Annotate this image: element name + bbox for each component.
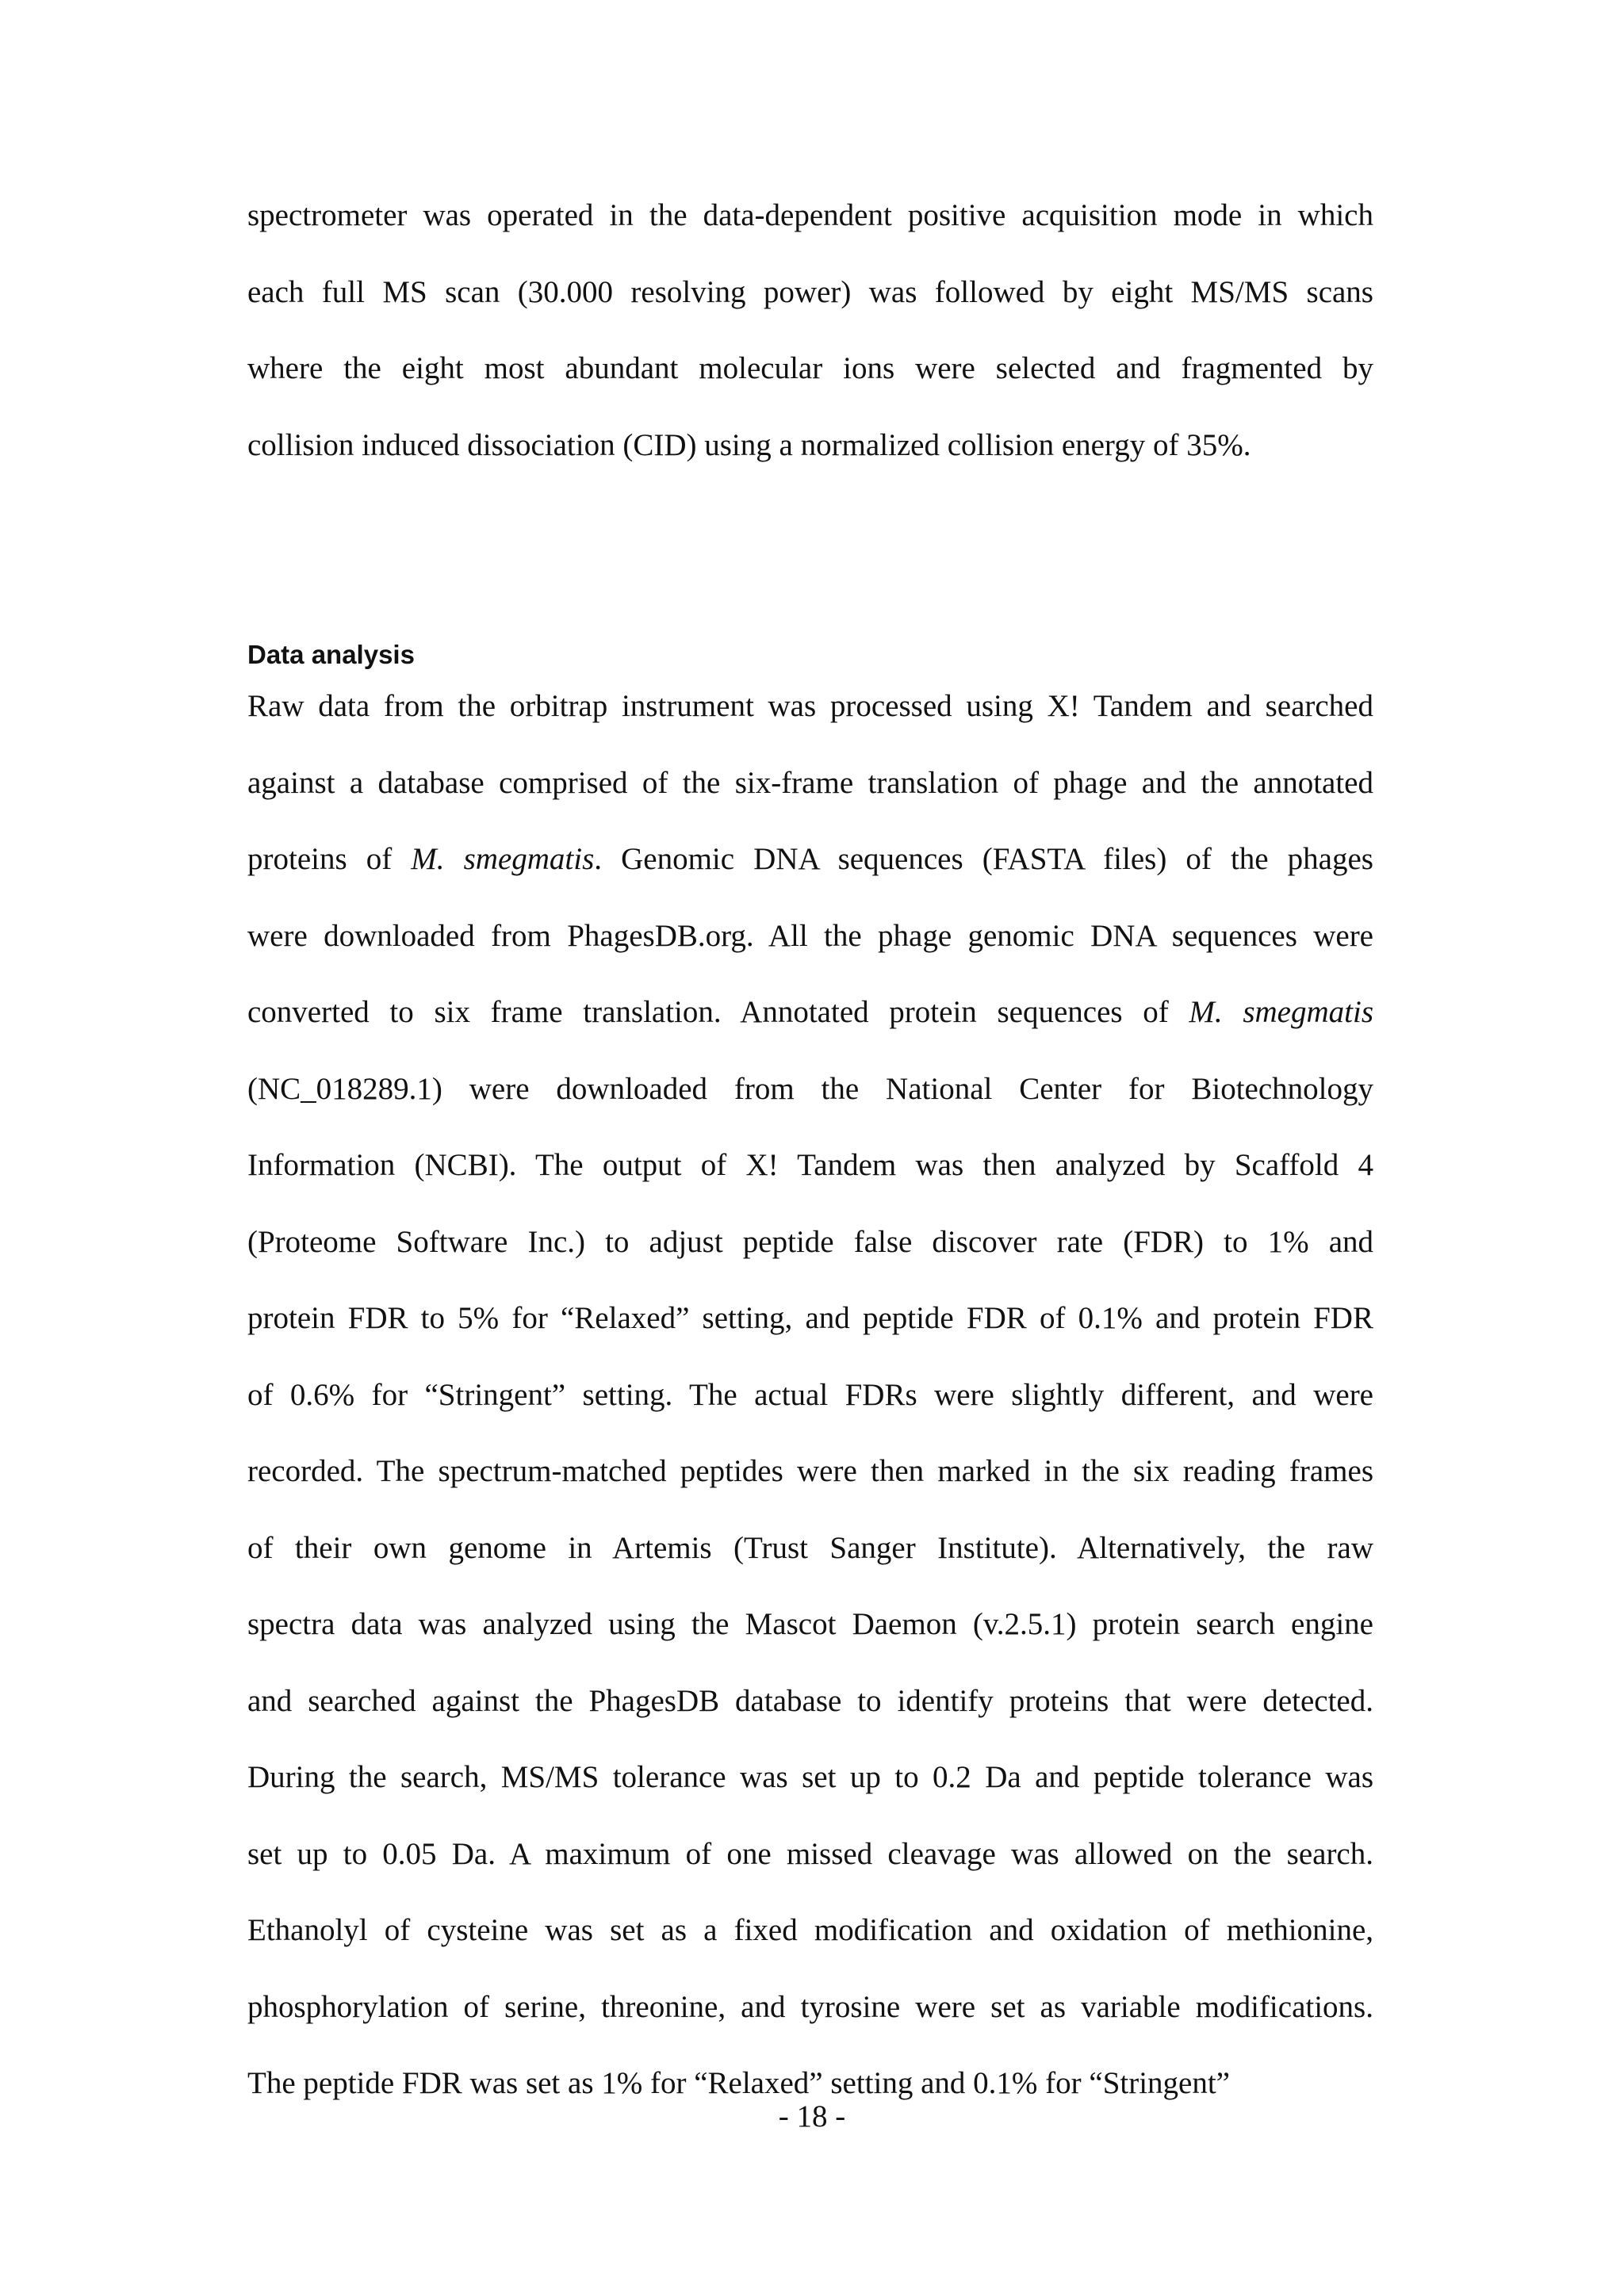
text-line xyxy=(247,974,1373,1051)
text-line: where the eight most abundant molecular ions were selected and fragmented by xyxy=(247,351,1373,385)
text-line: During the search, MS/MS tolerance was set up to 0.2 Da and peptide tolerance was xyxy=(247,1760,1373,1794)
text-line: of 0.6% for “Stringent” setting. The actual FDRs were slightly different, and were xyxy=(247,1377,1373,1412)
species-name-italic: M. smegmatis xyxy=(411,842,595,876)
text-line: of their own genome in Artemis (Trust Sanger Institute). Alternatively, the raw xyxy=(247,1530,1373,1565)
paragraph-ms-acquisition xyxy=(247,178,1373,484)
text-line xyxy=(247,821,1373,898)
text-line: spectrometer was operated in the data-dependent positive acquisition mode in which xyxy=(247,198,1373,232)
text-line: (Proteome Software Inc.) to adjust peptide false discover rate (FDR) to 1% and xyxy=(247,1224,1373,1259)
text-line: Ethanolyl of cysteine was set as a fixed modification and oxidation of methionine, xyxy=(247,1913,1373,1947)
text-line: phosphorylation of serine, threonine, and tyrosine were set as variable modifications. xyxy=(247,1989,1373,2024)
section-heading-data-analysis: Data analysis xyxy=(247,640,415,669)
text-line: set up to 0.05 Da. A maximum of one missed cleavage was allowed on the search. xyxy=(247,1836,1373,1871)
text-segment: . Genomic DNA sequences (FASTA files) of the phages xyxy=(594,842,1373,876)
text-line: (NC_018289.1) were downloaded from the National Center for Biotechnology xyxy=(247,1071,1373,1106)
text-line: against a database comprised of the six-frame translation of phage and the annotated xyxy=(247,765,1373,800)
text-segment: proteins of xyxy=(247,842,412,876)
page-number: - 18 - xyxy=(778,2099,846,2133)
text-line: and searched against the PhagesDB database to identify proteins that were detected. xyxy=(247,1683,1373,1718)
text-line: protein FDR to 5% for “Relaxed” setting, and peptide FDR of 0.1% and protein FDR xyxy=(247,1301,1373,1335)
text-line: spectra data was analyzed using the Mascot Daemon (v.2.5.1) protein search engine xyxy=(247,1607,1373,1641)
text-line: were downloaded from PhagesDB.org. All the phage genomic DNA sequences were xyxy=(247,918,1373,953)
text-line: collision induced dissociation (CID) using a normalized collision energy of 35%. xyxy=(247,427,1251,462)
paragraph-data-analysis xyxy=(247,668,1373,2122)
text-line: recorded. The spectrum-matched peptides were then marked in the six reading frames xyxy=(247,1454,1373,1488)
species-name-italic: M. smegmatis xyxy=(1189,995,1374,1029)
text-line: The peptide FDR was set as 1% for “Relaxed” setting and 0.1% for “Stringent” xyxy=(247,2066,1230,2100)
text-segment: converted to six frame translation. Annotated protein sequences of xyxy=(247,995,1189,1029)
text-line: each full MS scan (30.000 resolving power) was followed by eight MS/MS scans xyxy=(247,274,1373,309)
text-line: Information (NCBI). The output of X! Tandem was then analyzed by Scaffold 4 xyxy=(247,1148,1373,1182)
text-line: Raw data from the orbitrap instrument was processed using X! Tandem and searched xyxy=(247,689,1373,723)
